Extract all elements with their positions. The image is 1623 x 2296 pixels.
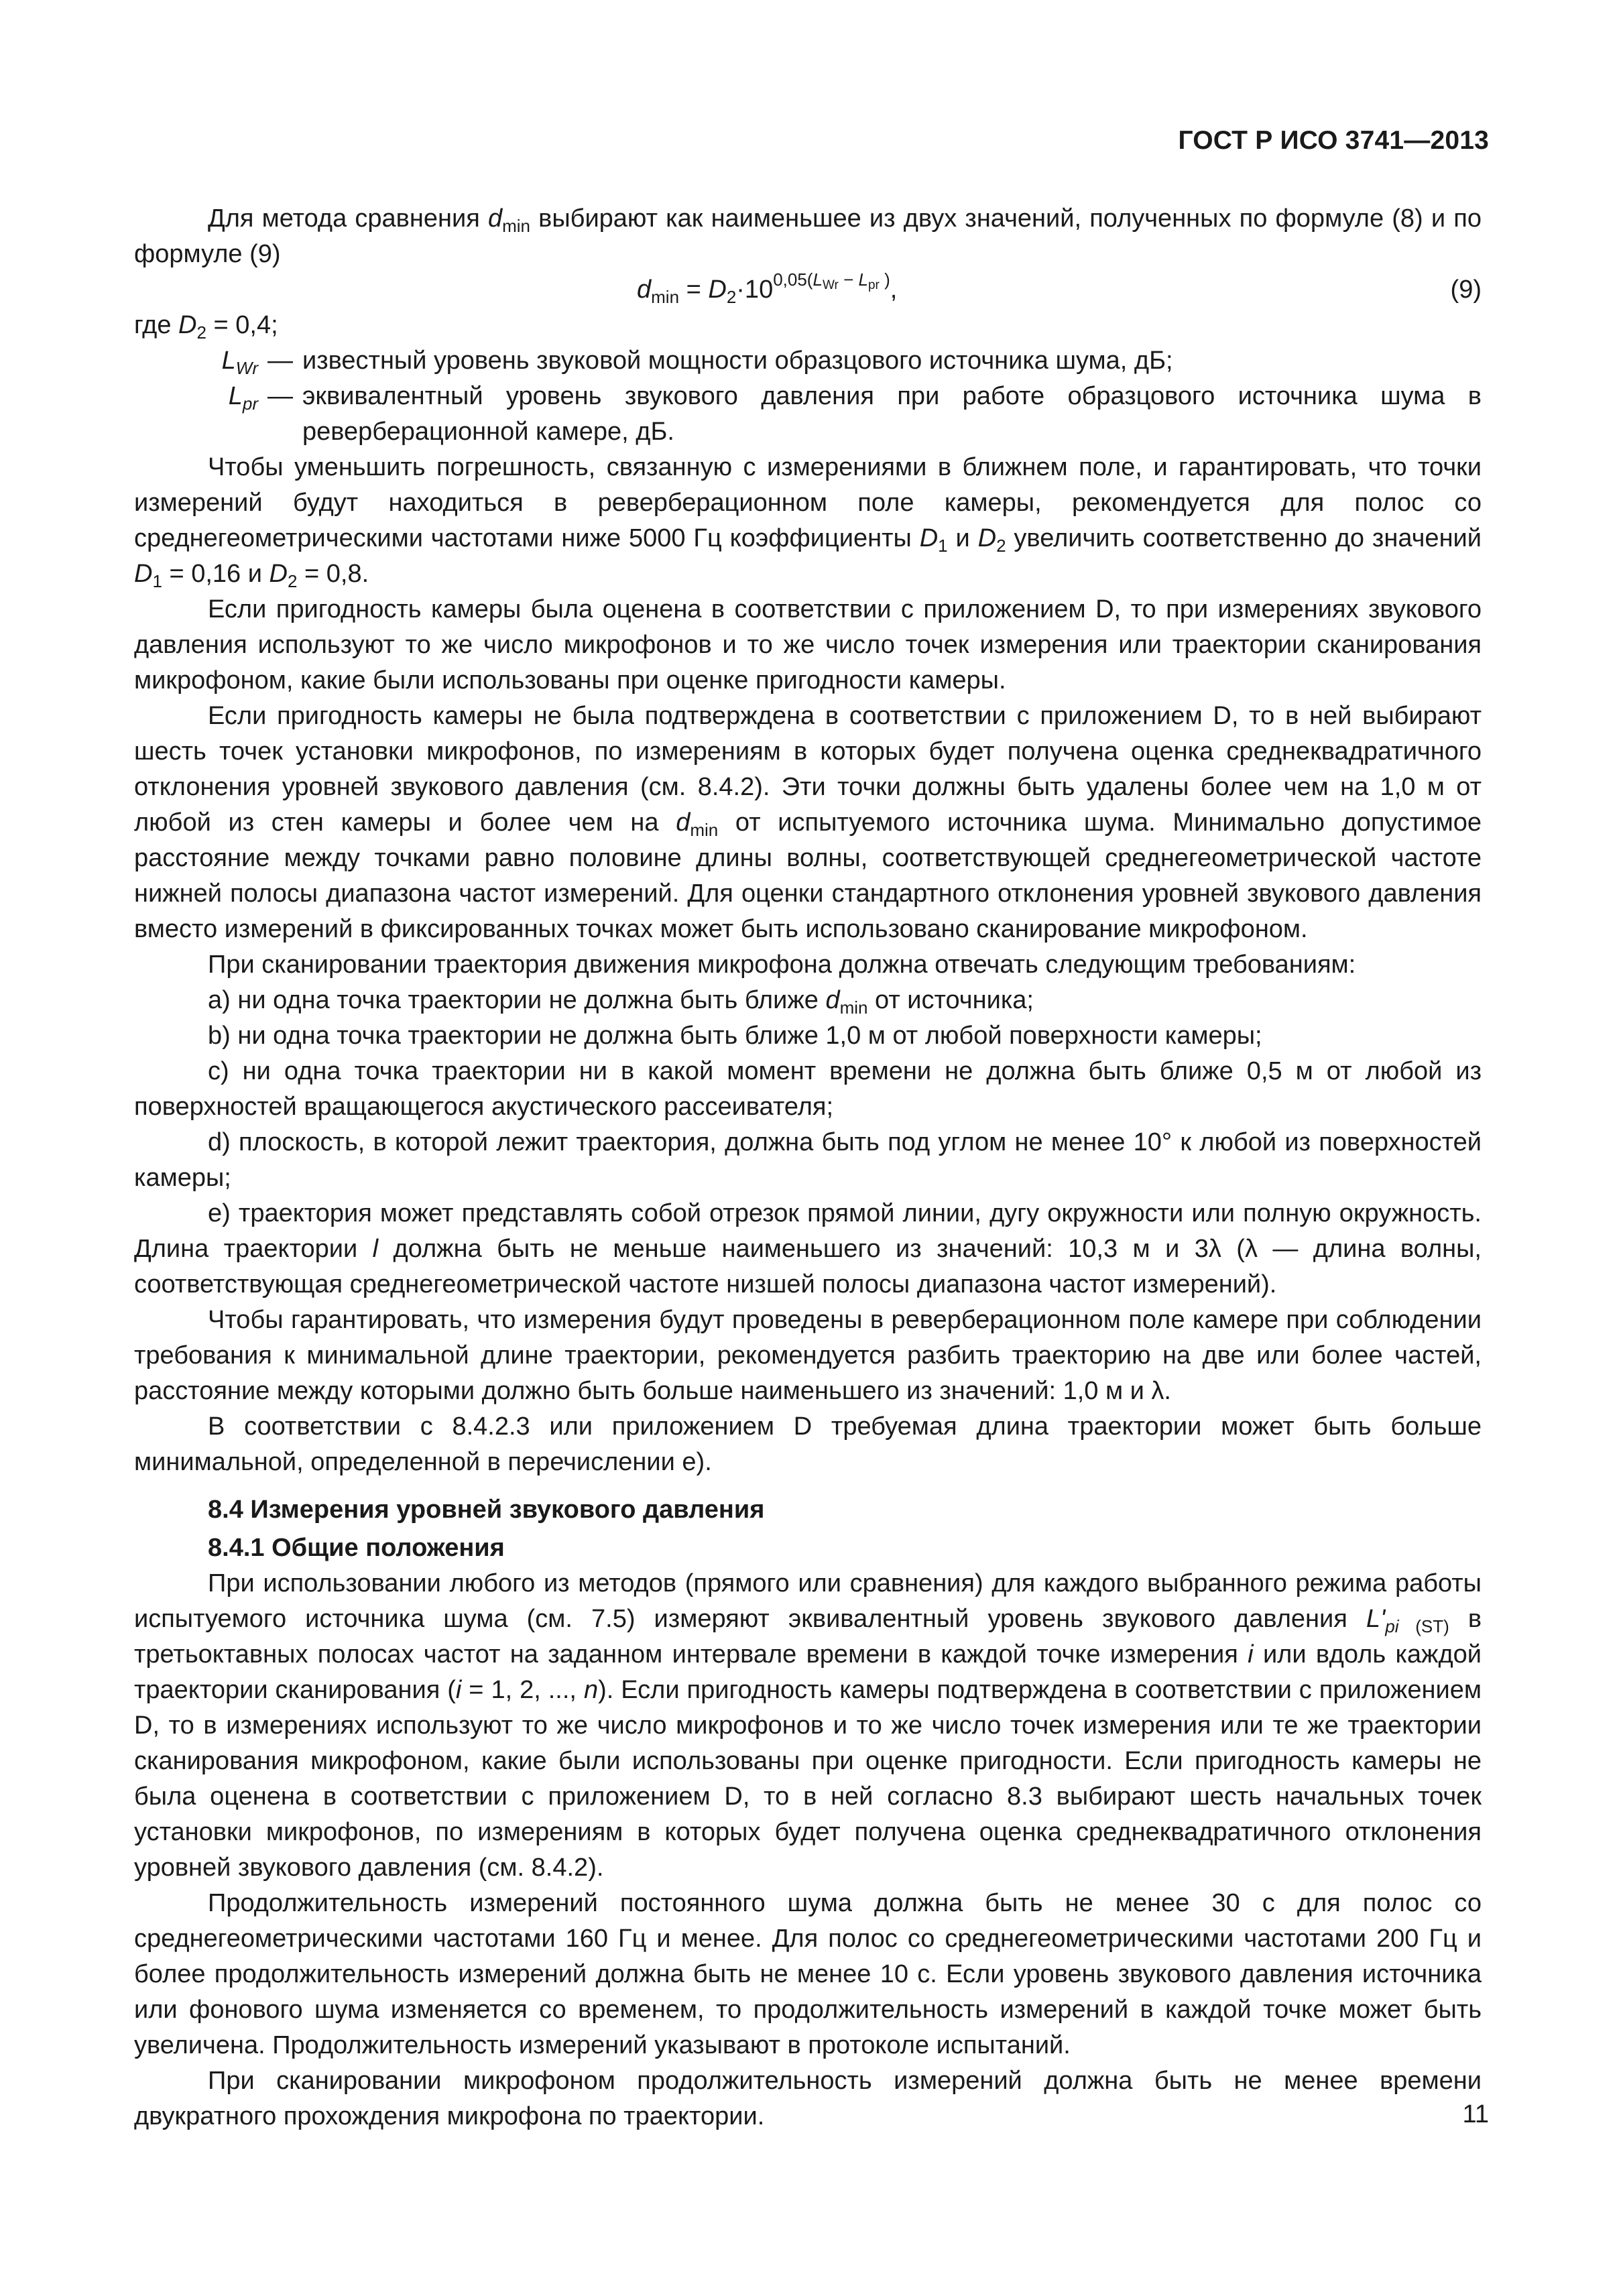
var-D: D [977, 524, 997, 552]
text: = [679, 276, 709, 304]
formula-body [637, 269, 898, 308]
list-item-b: b) ни одна точка траектории не должна быть ближе 1,0 м от любой поверхности камеры; [208, 1022, 1262, 1050]
guarantee-paragraph: Чтобы гарантировать, что измерения будут проведены в реверберационном поле камере при соблюдении требования к минимальной длине траектории, рекомендуется разбить траекторию на две или более частей, расстояние между которыми должно быть больше наименьшего из значений: 1,0 м и λ. [134, 1306, 1482, 1405]
var-D: D [178, 311, 197, 339]
text: Если пригодность камеры не была подтверждена в соответствии с приложением D, то в ней выбирают шесть точек установки микрофонов, по измерениям в которых будет получена оценка среднеквадратичного отклонения уровней звукового давления (см. 8.4.2). Эти точки должны быть удалены более чем на 1,0 м от любой из стен камеры и более чем на [134, 702, 1482, 837]
list-item-a [134, 983, 1482, 1018]
definition-lpr [134, 379, 1482, 450]
text: = 0,8. [297, 560, 369, 588]
scan-requirements-paragraph: При сканировании траектория движения микрофона должна отвечать следующим требованиям: [208, 951, 1356, 979]
text: , [890, 276, 898, 304]
text: или вдоль каждой траектории сканирования ( [134, 1640, 1482, 1704]
text: должна быть не меньше наименьшего из значений: 10,3 м и 3λ (λ — длина волны, соответствующая среднегеометрической частоте низшей полосы диапазона частот измерений). [134, 1235, 1482, 1298]
suitability-confirmed-paragraph: Если пригодность камеры была оценена в соответствии с приложением D, то при измерениях звукового давления используют то же число микрофонов и то же число точек измерения или траектории сканирования микрофоном, какие были использованы при оценке пригодности камеры. [134, 595, 1482, 694]
list-item-d: d) плоскость, в которой лежит траектория, должна быть под углом не менее 10° к любой из поверхностей камеры; [134, 1128, 1482, 1192]
duration-paragraph: Продолжительность измерений постоянного шума должна быть не менее 30 с для полос со среднегеометрическими частотами 160 Гц и менее. Для полос со среднегеометрическими частотами 200 Гц и более продолжительность измерений должна быть не менее 10 с. Если уровень звукового давления источника или фонового шума изменяется со временем, то продолжительность измерений в каждой точке может быть увеличена. Продолжительность измерений указывают в протоколе испытаний. [134, 1889, 1482, 2059]
where-line [134, 308, 1482, 343]
text: от источника; [867, 986, 1034, 1014]
section-heading-8-4: 8.4 Измерения уровней звукового давления [208, 1496, 765, 1524]
formula-9 [134, 269, 1482, 308]
text: = 1, 2, ..., [461, 1676, 584, 1704]
sub: min [651, 287, 680, 307]
text: от испытуемого источника шума. Минимально допустимое расстояние между точками равно половине длины волны, соответствующей среднегеометрической частоте нижней полосы диапазона частот измерений. Для оценки стандартного отклонения уровней звукового давления вместо измерений в фиксированных точках может быть использовано сканирование микрофоном. [134, 808, 1482, 943]
sub-st: (ST) [1398, 1616, 1449, 1636]
exponent [773, 269, 890, 290]
var-d: d [637, 276, 652, 304]
sub: 1 [152, 571, 162, 591]
var-d: d [487, 204, 503, 233]
text: где [134, 311, 179, 339]
var-D: D [134, 560, 153, 588]
section-heading-8-4-1: 8.4.1 Общие положения [208, 1534, 505, 1562]
var-D: D [919, 524, 939, 552]
standard-header: ГОСТ Р ИСО 3741—2013 [1178, 126, 1489, 155]
text: 0,05( [773, 269, 813, 290]
accordance-paragraph: В соответствии с 8.4.2.3 или приложением D требуемая длина траектории может быть больше минимальной, определенной в перечислении e). [134, 1412, 1482, 1476]
sub: 1 [938, 536, 948, 556]
page-number: 11 [1462, 2100, 1489, 2128]
var-l: l [372, 1235, 379, 1263]
text: Для метода сравнения [208, 204, 488, 233]
var-n: n [583, 1676, 599, 1704]
text: увеличить соответственно до значений [1006, 524, 1482, 552]
var-D: D [269, 560, 288, 588]
sub: Wr [822, 278, 839, 292]
var-L: L [813, 269, 823, 290]
def-term [134, 379, 258, 450]
text: При использовании любого из методов (прямого или сравнения) для каждого выбранного режима работы испытуемого источника шума (см. 7.5) измеряют эквивалентный уровень звукового давления [134, 1569, 1482, 1633]
sub: 2 [726, 287, 737, 307]
sub: 2 [196, 322, 206, 343]
text: e) траектория может представлять собой отрезок прямой линии, дугу окружности или полную окружность. Длина траектории [134, 1199, 1482, 1263]
sub: min [690, 820, 719, 840]
intro-paragraph [134, 201, 1482, 272]
sub-pi: pi [1385, 1616, 1399, 1636]
list-item-c: c) ни одна точка траектории ни в какой момент времени не должна быть ближе 0,5 м от любой из поверхностей вращающегося акустического рассеивателя; [134, 1057, 1482, 1121]
scanning-duration-paragraph: При сканировании микрофоном продолжительность измерений должна быть не менее времени двукратного прохождения микрофона по траектории. [134, 2067, 1482, 2130]
body-text [134, 201, 1482, 2134]
text: и [947, 524, 978, 552]
def-dash: — [267, 382, 293, 410]
var-i: i [1248, 1640, 1254, 1669]
var-L-prime: L' [1366, 1605, 1386, 1633]
sub: Wr [235, 358, 258, 378]
var-i: i [455, 1676, 462, 1704]
text: L [221, 347, 236, 375]
text: в третьоктавных полосах частот на заданном интервале времени в каждой точке измерения [134, 1605, 1482, 1669]
text: ). Если пригодность камеры подтверждена в соответствии с приложением D, то в измерениях используют то же число микрофонов и то же число точек измерения или те же траектории сканирования микрофоном, какие были использованы при оценке пригодности. Если пригодность камеры не была оценена в соответствии с приложением D, то в ней согласно 8.3 выбирают шесть начальных точек установки микрофонов, по измерениям в которых будет получена оценка среднеквадратичного отклонения уровней звукового давления (см. 8.4.2). [134, 1676, 1482, 1882]
def-dash: — [267, 347, 293, 375]
sub [1385, 1616, 1449, 1636]
var-d: d [825, 986, 840, 1014]
text: = 0,16 и [162, 560, 269, 588]
def-desc: эквивалентный уровень звукового давления при работе образцового источника шума в реверберационной камере, дБ. [302, 382, 1482, 446]
formula-number: (9) [1450, 276, 1482, 304]
var-D: D [708, 276, 727, 304]
var-d: d [676, 808, 690, 837]
suitability-not-confirmed-paragraph [134, 699, 1482, 947]
text: a) ни одна точка траектории не должна быть ближе [208, 986, 826, 1014]
def-term [134, 343, 258, 379]
sub: min [839, 998, 868, 1018]
text: Чтобы уменьшить погрешность, связанную с измерениями в ближнем поле, и гарантировать, что точки измерений будут находиться в реверберационном поле камеры, рекомендуется для полос со среднегеометрическими частотами ниже 5000 Гц коэффициенты [134, 453, 1482, 552]
sub: pr [242, 394, 258, 414]
sub: 2 [996, 536, 1006, 556]
sub: 2 [287, 571, 298, 591]
definition-lwr [134, 343, 1482, 379]
text: L [228, 382, 243, 410]
text: = 0,4; [206, 311, 278, 339]
sub: min [502, 216, 530, 236]
var-L: L [858, 269, 868, 290]
def-desc: известный уровень звуковой мощности образцового источника шума, дБ; [302, 347, 1173, 375]
list-item-e [134, 1196, 1482, 1303]
text: ) [879, 269, 890, 290]
text: ·10 [736, 276, 774, 304]
general-provisions-paragraph [134, 1566, 1482, 1886]
sub: pr [867, 278, 880, 292]
text: выбирают как наименьшее из двух значений, полученных по формуле (8) и по формуле (9) [134, 204, 1482, 268]
reduce-error-paragraph [134, 450, 1482, 592]
text: − [838, 269, 859, 290]
